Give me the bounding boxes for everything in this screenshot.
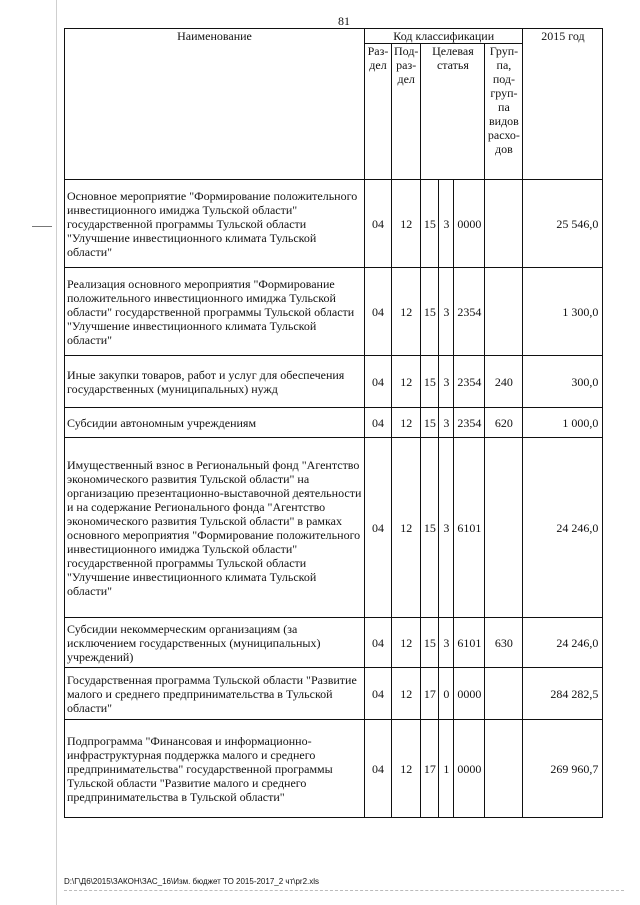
header-name: Наименование (65, 29, 365, 180)
row-amount: 24 246,0 (523, 618, 603, 668)
row-name: Подпрограмма "Финансовая и информационно-инфраструктурная поддержка малого и среднего предпринимательства" государственной программы Тульской области "Развитие малого и среднего предпринимательства в Тульской области" (65, 720, 365, 818)
row-target-direction: 2354 (454, 356, 485, 408)
row-expense-group (485, 720, 523, 818)
header-classification-code: Код классификации (365, 29, 523, 44)
table-row (65, 268, 603, 356)
row-subsection: 12 (392, 668, 421, 720)
row-target-program: 15 (421, 618, 439, 668)
row-subsection: 12 (392, 356, 421, 408)
table-row (65, 668, 603, 720)
row-target-direction: 2354 (454, 408, 485, 438)
row-section: 04 (365, 618, 392, 668)
row-amount: 300,0 (523, 356, 603, 408)
header-subsection: Под- раз- дел (392, 44, 421, 180)
header-expense-group: Груп- па, под- груп- па видов расхо- дов (485, 44, 523, 180)
row-expense-group (485, 180, 523, 268)
header-year: 2015 год (523, 29, 603, 180)
binding-margin-line (56, 0, 57, 905)
table-row (65, 408, 603, 438)
header-section: Раз- дел (365, 44, 392, 180)
row-name: Основное мероприятие "Формирование положительного инвестиционного имиджа Тульской области" государственной программы Тульской области "Улучшение инвестиционного климата Тульской области" (65, 180, 365, 268)
row-section: 04 (365, 268, 392, 356)
row-section: 04 (365, 438, 392, 618)
row-target-subprogram: 3 (439, 618, 454, 668)
row-expense-group: 620 (485, 408, 523, 438)
row-target-program: 15 (421, 180, 439, 268)
row-section: 04 (365, 180, 392, 268)
row-target-subprogram: 3 (439, 180, 454, 268)
row-subsection: 12 (392, 720, 421, 818)
row-target-subprogram: 3 (439, 408, 454, 438)
row-subsection: 12 (392, 268, 421, 356)
row-name: Субсидии некоммерческим организациям (за исключением государственных (муниципальных) учреждений) (65, 618, 365, 668)
row-target-program: 17 (421, 720, 439, 818)
row-section: 04 (365, 720, 392, 818)
row-amount: 269 960,7 (523, 720, 603, 818)
file-path-footer: D:\Г\Д6\2015\ЗАКОН\ЗАС_16\Изм. бюджет ТО 2015-2017_2 чт\pr2.xls (64, 877, 320, 886)
row-name: Иные закупки товаров, работ и услуг для обеспечения государственных (муниципальных) нужд (65, 356, 365, 408)
row-target-program: 17 (421, 668, 439, 720)
footer-divider (64, 890, 624, 891)
table-row (65, 438, 603, 618)
row-amount: 284 282,5 (523, 668, 603, 720)
row-target-subprogram: 3 (439, 356, 454, 408)
table-row (65, 180, 603, 268)
row-target-direction: 0000 (454, 180, 485, 268)
row-amount: 1 000,0 (523, 408, 603, 438)
row-target-direction: 6101 (454, 438, 485, 618)
row-section: 04 (365, 408, 392, 438)
row-amount: 1 300,0 (523, 268, 603, 356)
row-target-subprogram: 0 (439, 668, 454, 720)
row-name: Государственная программа Тульской области "Развитие малого и среднего предпринимательства в Тульской области" (65, 668, 365, 720)
row-amount: 25 546,0 (523, 180, 603, 268)
row-target-program: 15 (421, 438, 439, 618)
row-target-subprogram: 3 (439, 268, 454, 356)
row-expense-group (485, 668, 523, 720)
row-expense-group (485, 268, 523, 356)
table-row (65, 720, 603, 818)
row-target-program: 15 (421, 408, 439, 438)
table-row (65, 356, 603, 408)
page-number: 81 (338, 14, 350, 28)
budget-table (64, 28, 603, 818)
row-target-direction: 0000 (454, 720, 485, 818)
row-target-direction: 6101 (454, 618, 485, 668)
row-subsection: 12 (392, 408, 421, 438)
row-subsection: 12 (392, 618, 421, 668)
row-section: 04 (365, 356, 392, 408)
row-target-subprogram: 1 (439, 720, 454, 818)
row-target-direction: 0000 (454, 668, 485, 720)
row-expense-group (485, 438, 523, 618)
row-name: Реализация основного мероприятия "Формирование положительного инвестиционного имиджа Тульской области" государственной программы Тульской области "Улучшение инвестиционного климата Тульской области" (65, 268, 365, 356)
row-expense-group: 240 (485, 356, 523, 408)
header-target-item: Целевая статья (421, 44, 485, 180)
row-target-subprogram: 3 (439, 438, 454, 618)
row-name: Субсидии автономным учреждениям (65, 408, 365, 438)
row-target-program: 15 (421, 356, 439, 408)
table-row (65, 618, 603, 668)
row-target-direction: 2354 (454, 268, 485, 356)
row-amount: 24 246,0 (523, 438, 603, 618)
row-subsection: 12 (392, 438, 421, 618)
row-subsection: 12 (392, 180, 421, 268)
row-target-program: 15 (421, 268, 439, 356)
margin-tick-mark (32, 226, 52, 227)
row-section: 04 (365, 668, 392, 720)
row-expense-group: 630 (485, 618, 523, 668)
row-name: Имущественный взнос в Региональный фонд "Агентство экономического развития Тульской области" на организацию презентационно-выставочной деятельности и на содержание Регионального фонда "Агентство экономического развития Тульской области" в рамках основного мероприятия "Формирование положительного инвестиционного имиджа Тульской области" государственной программы Тульской области "Улучшение инвестиционного климата Тульской области" (65, 438, 365, 618)
